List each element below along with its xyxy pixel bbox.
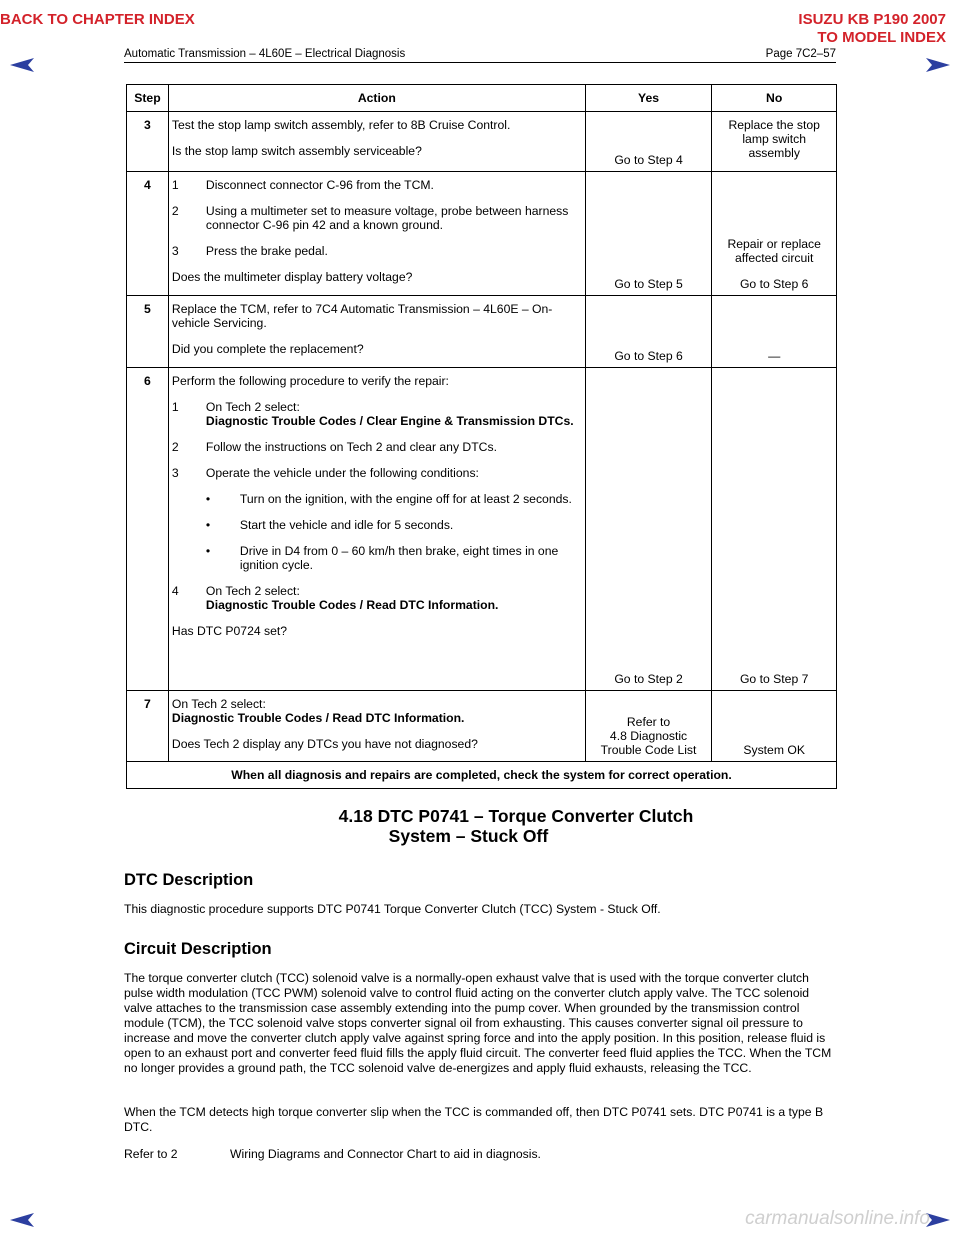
no-result: Replace the stop lamp switch assembly [728,118,820,160]
refer-prefix: Refer to 2 [124,1147,178,1161]
item-text: On Tech 2 select: [205,400,300,414]
numbered-item [172,204,582,232]
action-text: Replace the TCM, refer to 7C4 Automatic Transmission – 4L60E – On-vehicle Servicing. [171,302,553,330]
action-text: Test the stop lamp switch assembly, refer to 8B Cruise Control. [171,118,511,132]
bullet-text: Drive in D4 from 0 – 60 km/h then brake, eight times in one ignition cycle. [239,544,559,572]
no-cell [712,368,837,691]
yes-cell [585,172,712,296]
section-heading-line2: System – Stuck Off [388,826,549,846]
dtc-description-heading: DTC Description [124,871,254,889]
action-question: Is the stop lamp switch assembly serviceable? [171,144,422,158]
action-cell [168,112,585,172]
action-question: Does Tech 2 display any DTCs you have not diagnosed? [171,737,478,751]
menu-path: Diagnostic Trouble Codes / Read DTC Information. [205,598,499,612]
yes-result: 4.8 Diagnostic Trouble Code List [600,729,697,757]
item-number: 1 [171,178,179,192]
watermark: carmanualsonline.info [745,1208,930,1229]
step-number: 7 [127,691,169,762]
no-cell [712,691,837,762]
bullet-icon: • [205,492,211,506]
table-final-row [127,762,837,789]
action-cell [168,296,585,368]
yes-result: Go to Step 4 [614,153,683,167]
no-cell [712,172,837,296]
table-header-row [127,85,837,112]
item-text: Operate the vehicle under the following conditions: [205,466,479,480]
action-cell [168,368,585,691]
col-no-header: No [712,85,837,112]
no-result: Go to Step 7 [739,672,809,686]
step-number: 6 [127,368,169,691]
back-to-chapter-index-link[interactable]: BACK TO CHAPTER INDEX [0,11,195,28]
item-number: 1 [171,400,179,414]
header-rule [124,62,836,63]
numbered-item [172,244,582,258]
section-heading [0,806,960,846]
item-text: On Tech 2 select: [205,584,300,598]
bullet-item [206,518,582,532]
table-row-step-6 [127,368,837,691]
page-number: Page 7C2–57 [765,48,836,60]
refer-link-text[interactable]: Wiring Diagrams and Connector Chart to aid in diagnosis. [230,1147,541,1161]
action-question: Does the multimeter display battery voltage? [171,270,413,284]
no-cell [712,296,837,368]
action-text [172,697,582,725]
section-heading-line1: 4.18 DTC P0741 – Torque Converter Clutch [338,806,694,826]
no-result: Go to Step 6 [739,277,809,291]
bullet-icon: • [205,544,211,558]
step-number: 4 [127,172,169,296]
item-text: Press the brake pedal. [205,244,328,258]
previous-page-arrow-icon[interactable] [8,1212,36,1228]
item-text: Follow the instructions on Tech 2 and clear any DTCs. [205,440,497,454]
previous-page-arrow-icon[interactable] [8,57,36,73]
action-question: Has DTC P0724 set? [171,624,288,638]
col-yes-header: Yes [585,85,712,112]
numbered-item [172,178,582,192]
yes-cell [585,112,712,172]
item-text: Disconnect connector C-96 from the TCM. [205,178,434,192]
refer-line [124,1147,836,1162]
yes-cell [585,296,712,368]
no-result: System OK [743,743,805,757]
running-header-title: Automatic Transmission – 4L60E – Electrical Diagnosis [124,48,406,60]
action-line: On Tech 2 select: [171,697,266,711]
yes-cell [585,691,712,762]
table-row-step-3 [127,112,837,172]
to-model-index-link[interactable]: TO MODEL INDEX [817,29,946,46]
bullet-text: Start the vehicle and idle for 5 seconds. [239,518,454,532]
item-number: 3 [171,244,179,258]
no-action: Repair or replace affected circuit [727,237,821,265]
final-note: When all diagnosis and repairs are completed, check the system for correct operation. [127,762,837,789]
model-title-link[interactable]: ISUZU KB P190 2007 [798,11,946,28]
numbered-item [172,400,582,428]
item-number: 2 [171,204,179,218]
action-text: Perform the following procedure to verify the repair: [171,374,449,388]
next-page-arrow-icon[interactable] [924,57,952,73]
numbered-item [172,440,582,454]
menu-path: Diagnostic Trouble Codes / Clear Engine & Transmission DTCs. [205,414,574,428]
no-result: — [768,349,781,363]
table-row-step-5 [127,296,837,368]
action-cell [168,691,585,762]
step-number: 5 [127,296,169,368]
col-action-header: Action [168,85,585,112]
dtc-set-condition-text: When the TCM detects high torque converter slip when the TCC is commanded off, then DTC P0741 sets. DTC P0741 is a type B DTC. [124,1105,824,1134]
item-text: Using a multimeter set to measure voltage, probe between harness connector C-96 pin 42 and a known ground. [205,204,569,232]
no-cell [712,112,837,172]
bullet-item [206,544,582,572]
numbered-item [172,584,582,612]
bullet-text: Turn on the ignition, with the engine off for at least 2 seconds. [239,492,572,506]
numbered-item [172,466,582,480]
table-row-step-7 [127,691,837,762]
action-question: Did you complete the replacement? [171,342,364,356]
circuit-description-heading: Circuit Description [124,940,272,958]
yes-result: Go to Step 5 [614,277,683,291]
bullet-icon: • [205,518,211,532]
yes-refer: Refer to [626,715,671,729]
yes-result: Go to Step 6 [614,349,683,363]
action-cell [168,172,585,296]
step-number: 3 [127,112,169,172]
item-number: 2 [171,440,179,454]
col-step-header: Step [127,85,169,112]
item-number: 4 [171,584,179,598]
item-number: 3 [171,466,179,480]
circuit-description-text: The torque converter clutch (TCC) solenoid valve is a normally-open exhaust valve that is used with the torque converter clutch pulse width modulation (TCC PWM) solenoid valve to control fluid acting on the converter clutch apply valve. The TCC solenoid valve attaches to the transmission case assembly extending into the pump cover. When grounded by the transmission control module (TCM), the TCC solenoid valve stops converter signal oil from exhausting. This causes converter signal oil pressure to increase and move the converter clutch apply valve against spring force and into the apply position. In this position, release fluid is open to an exhaust port and converter feed fluid fills the apply fluid circuit. The converter feed fluid applies the TCC. When the TCM no longer provides a ground path, the TCC solenoid valve de-energizes and apply fluid exhausts, releasing the TCC. [124,971,832,1075]
menu-path: Diagnostic Trouble Codes / Read DTC Information. [171,711,465,725]
yes-cell [585,368,712,691]
diagnostic-table [126,84,837,789]
table-row-step-4 [127,172,837,296]
yes-result: Go to Step 2 [614,672,683,686]
bullet-item [206,492,582,506]
dtc-description-text: This diagnostic procedure supports DTC P0741 Torque Converter Clutch (TCC) System - Stuck Off. [124,902,661,916]
